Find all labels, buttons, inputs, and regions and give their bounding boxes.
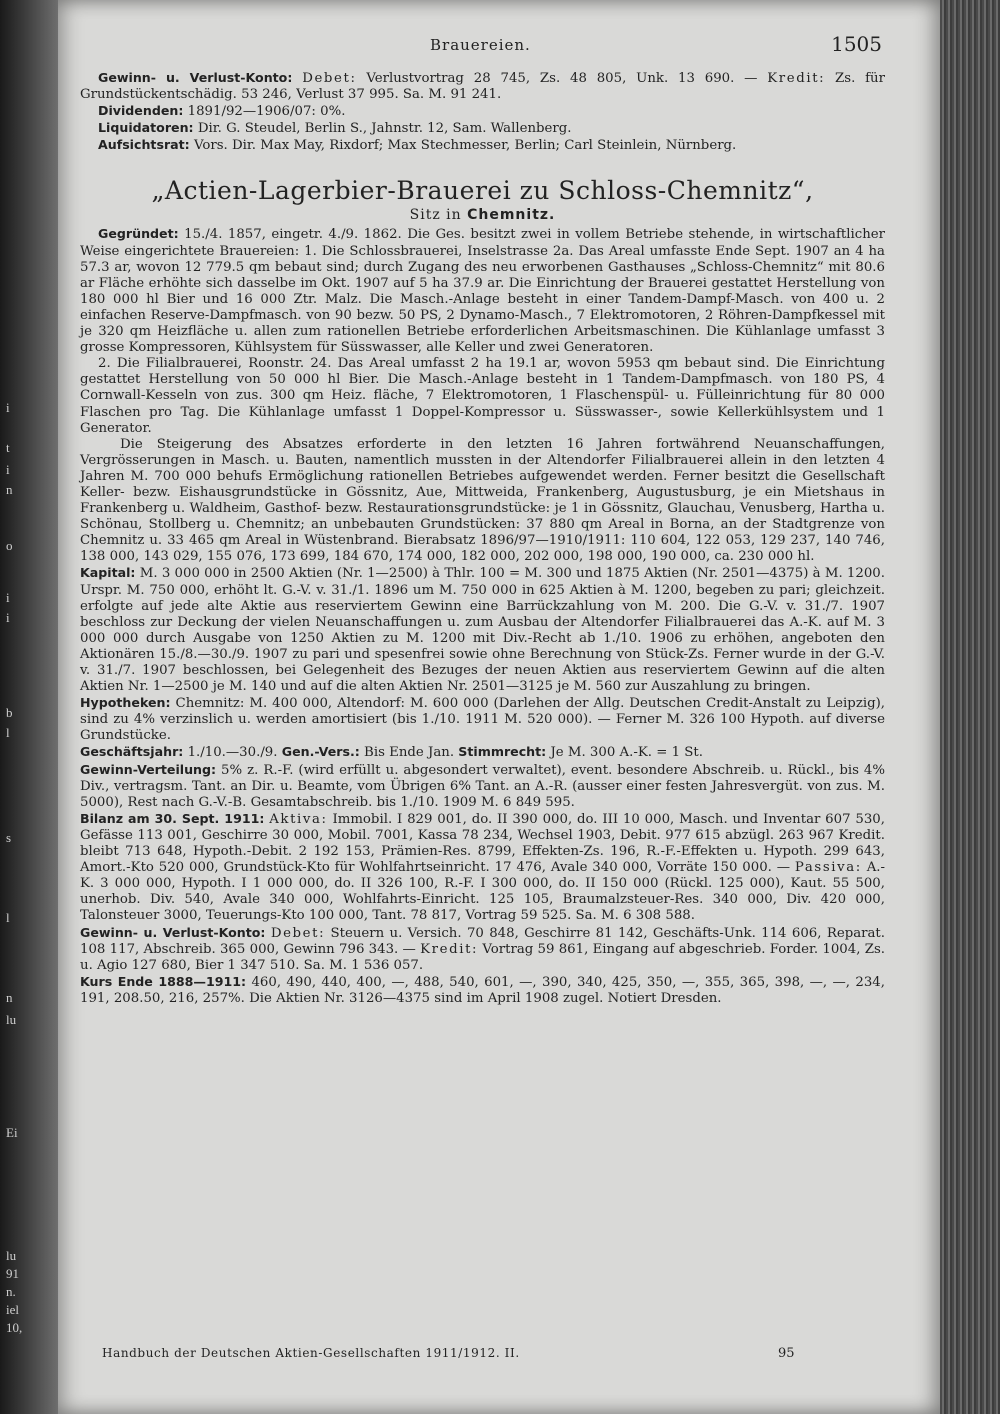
margin-fragment: n. — [6, 1284, 16, 1299]
prev-dividenden: Dividenden: 1891/92—1906/07: 0%. — [98, 103, 346, 120]
company-seat: Sitz in Chemnitz. — [409, 207, 556, 224]
margin-fragment: lu — [6, 1012, 17, 1027]
gewinn-verteilung-paragraph: Gewinn-Verteilung: 5% z. R.-F. (wird erfüllt u. abgesondert verwaltet), event. besondere Abschreib. u. Rückl., bis 4% Div., vertragsm. Tant. an Dir. u. Beamte, vom Übrigen 6% Tant. an A.-R. (ausser einer festen Jahresvergüt. von zus. M. 5000), Rest nach G.-V.-B. Gesamtabschreib. bis 1./10. 1909 M. 6 849 595. — [80, 761, 885, 810]
margin-fragment: l — [6, 725, 10, 740]
adjacent-page-edge — [0, 0, 58, 1414]
margin-fragment: lu — [6, 1248, 17, 1263]
margin-fragment: n — [6, 482, 13, 497]
margin-fragment: iel — [6, 1302, 19, 1317]
page-header — [58, 32, 940, 58]
book-page-edges — [940, 0, 1000, 1414]
margin-fragment: i — [6, 610, 10, 625]
filialbrauerei-paragraph: 2. Die Filialbrauerei, Roonstr. 24. Das Areal umfasst 2 ha 19.1 ar, wovon 5953 qm bebaut sind. Die Einrichtung gestattet Herstellung von 50 000 hl Bier. Die Masch.-Anlage besteht in 1 Tandem-Dampfmasch. von 180 PS, 4 Cornwall-Kesseln von zus. 300 qm Heiz. fläche, 7 Elektromotoren, 1 Flaschenspül- u. Fülleinrichtung für 80 000 Flaschen pro Tag. Die Kühlanlage umfasst 1 Doppel-Kompressor u. Süsswasser-, sowie Kellerkühlsystem und 1 Generator. — [80, 356, 885, 436]
hypotheken-paragraph: Hypotheken: Chemnitz: M. 400 000, Altendorf: M. 600 000 (Darlehen der Allg. Deutschen Credit-Anstalt zu Leipzig), sind zu 4% verzinslich u. werden amortisiert (bis 1./10. 1911 M. 520 000). — Ferner M. 326 100 Hypoth. auf diverse Grundstücke. — [80, 695, 885, 744]
margin-fragment: l — [6, 910, 10, 925]
kapital-paragraph: Kapital: M. 3 000 000 in 2500 Aktien (Nr. 1—2500) à Thlr. 100 = M. 300 und 1875 Aktien (Nr. 2501—4375) à M. 1200. Urspr. M. 750 000, erhöht lt. G.-V. v. 31./1. 1896 um M. 750 000 in 625 Aktien à M. 1200, begeben zu pari; gleichzeit. erfolgte auf jede alte Aktie aus reserviertem Gewinn eine Barrückzahlung von M. 200. Die G.-V. v. 31./7. 1907 beschloss zur Deckung der vielen Neuanschaffungen u. zum Ausbau der Altendorfer Filialbrauerei das A.-K. auf M. 3 000 000 durch Ausgabe von 1250 Aktien zu M. 1200 mit Div.-Recht ab 1./10. 1906 zu erhöhen, angeboten den Aktionären 15./8.—30./9. 1907 zu pari und spesenfrei sowie ohne Berechnung von Stück-Zs. Ferner wurde in der G.-V. v. 31./7. 1907 beschlossen, bei Gelegenheit des Bezuges der neuen Aktien aus reserviertem Gewinn auf die alten Aktien Nr. 1—2500 je M. 140 und auf die alten Aktien Nr. 2501—3125 je M. 560 zur Auszahlung zu bringen. — [80, 565, 885, 695]
signature-mark: 95 — [778, 1346, 795, 1361]
margin-fragment: i — [6, 462, 10, 477]
page-body — [80, 70, 885, 1007]
margin-fragment: b — [6, 705, 13, 720]
margin-fragment: s — [6, 830, 12, 845]
gewinn-verlust-paragraph: Gewinn- u. Verlust-Konto: Debet: Steuern u. Versich. 70 848, Geschirre 81 142, Geschäfts-Unk. 114 606, Reparat. 108 117, Abschreib. 365 000, Gewinn 796 343. — Kredit: Vortrag 59 861, Eingang auf abgeschrieb. Forder. 1004, Zs. u. Agio 127 680, Bier 1 347 510. Sa. M. 1 536 057. — [80, 924, 885, 973]
book-page — [58, 0, 940, 1414]
margin-fragment: 91 — [6, 1266, 19, 1281]
margin-fragment: Ei — [6, 1125, 18, 1140]
kurs-paragraph: Kurs Ende 1888—1911: 460, 490, 440, 400, —, 488, 540, 601, —, 390, 340, 425, 350, —, 355, 365, 398, —, —, 234, 191, 208.50, 216, 257%. Die Aktien Nr. 3126—4375 sind im April 1908 zugel. Notiert Dresden. — [80, 973, 885, 1006]
margin-fragment: n — [6, 990, 13, 1005]
running-title: Brauereien. — [430, 36, 531, 54]
margin-fragment: o — [6, 538, 13, 553]
geschaeftsjahr-line: Geschäftsjahr: 1./10.—30./9. Gen.-Vers.: Bis Ende Jan. Stimmrecht: Je M. 300 A.-K. = 1 St. — [80, 744, 703, 761]
prev-aufsichtsrat: Aufsichtsrat: Vors. Dir. Max May, Rixdorf; Max Stechmesser, Berlin; Carl Steinlein, Nürnberg. — [98, 137, 737, 154]
page-number: 1505 — [831, 32, 882, 56]
margin-fragment: t — [6, 440, 10, 455]
margin-fragment: i — [6, 400, 10, 415]
prev-gewinn-konto: Gewinn- u. Verlust-Konto: Debet: Verlustvortrag 28 745, Zs. 48 805, Unk. 13 690. — Kredit: Zs. für Grundstückentschädig. 53 246, Verlust 37 995. Sa. M. 91 241. — [80, 70, 885, 103]
margin-fragment: i — [6, 590, 10, 605]
publication-title: Handbuch der Deutschen Aktien-Gesellschaften 1911/1912. II. — [102, 1346, 520, 1360]
steigerung-paragraph: Die Steigerung des Absatzes erforderte in den letzten 16 Jahren fortwährend Neuanschaffungen, Vergrösserungen in Masch. u. Bauten, namentlich mussten in der Altendorfer Filialbrauerei allein in den letzten 4 Jahren M. 700 000 behufs Ermöglichung rationellen Betriebes aufgewendet werden. Ferner besitzt die Gesellschaft Keller- bezw. Eishausgrundstücke in Gössnitz, Aue, Mittweida, Frankenberg, Augustusburg, je ein Mietshaus in Frankenberg u. Waldheim, Gasthof- bezw. Restaurationsgrundstücke: je 1 in Gössnitz, Glauchau, Venusberg, Hartha u. Schönau, Stollberg u. Chemnitz; an unbebauten Grundstücken: 37 880 qm Areal in Borna, an der Stadtgrenze von Chemnitz u. 33 465 qm Areal in Wüstenbrand. Bierabsatz 1896/97—1910/1911: 110 604, 122 053, 129 237, 140 746, 138 000, 143 029, 155 076, 173 699, 184 670, 174 000, 182 000, 202 000, 198 000, 190 000, ca. 230 000 hl. — [80, 436, 885, 565]
margin-fragment: 10, — [6, 1320, 23, 1335]
gegruendet-paragraph: Gegründet: 15./4. 1857, eingetr. 4./9. 1862. Die Ges. besitzt zwei in vollem Betriebe stehende, in wirtschaftlicher Weise eingerichtete Brauereien: 1. Die Schlossbrauerei, Inselstrasse 2a. Das Areal umfasste Ende Sept. 1907 an 4 ha 57.3 ar, wovon 12 779.5 qm bebaut sind; durch Zugang des neu erworbenen Gasthauses „Schloss-Chemnitz“ mit 80.6 ar Fläche erhöhte sich dasselbe im Okt. 1907 auf 5 ha 37.9 ar. Die Einrichtung der Brauerei gestattet Herstellung von 180 000 hl Bier und 16 000 Ztr. Malz. Die Masch.-Anlage besteht in einer Tandem-Dampf-Masch. von 400 u. 2 einfachen Reserve-Dampfmasch. von 90 bezw. 50 PS, 2 Dynamo-Masch., 7 Elektromotoren, 2 Röhren-Dampfkessel mit je 320 qm Heizfläche u. allen zum rationellen Betriebe erforderlichen Arbeitsmaschinen. Die Kühlanlage umfasst 3 grosse Kompressoren, Kühlsystem für Süsswasser, alle Keller und zwei Generatoren. — [80, 226, 885, 356]
company-name: „Actien-Lagerbier-Brauerei zu Schloss-Chemnitz“, — [151, 176, 814, 206]
bilanz-paragraph: Bilanz am 30. Sept. 1911: Aktiva: Immobil. I 829 001, do. II 390 000, do. III 10 000, Masch. und Inventar 607 530, Gefässe 113 001, Geschirre 30 000, Mobil. 7001, Kassa 78 234, Wechsel 1903, Debit. 977 615 abzügl. 263 967 Kredit. bleibt 713 648, Hypoth.-Debit. 2 192 153, Prämien-Res. 8799, Effekten-Zs. 196, R.-F.-Effekten u. Hypoth. 299 643, Amort.-Kto 520 000, Grundstück-Kto für Wohlfahrtseinricht. 17 476, Avale 340 000, Vorräte 150 000. — Passiva: A.-K. 3 000 000, Hypoth. I 1 000 000, do. II 326 100, R.-F. I 300 000, do. II 150 000 (Rückl. 125 000), Kaut. 55 500, unerhob. Div. 540, Avale 340 000, Wohlfahrts-Einricht. 125 105, Braumalzsteuer-Res. 340 000, Div. 420 000, Talonsteuer 3000, Teuerungs-Kto 100 000, Tant. 78 817, Vortrag 59 525. Sa. M. 6 308 588. — [80, 810, 886, 924]
prev-liquidatoren: Liquidatoren: Dir. G. Steudel, Berlin S., Jahnstr. 12, Sam. Wallenberg. — [98, 120, 572, 137]
